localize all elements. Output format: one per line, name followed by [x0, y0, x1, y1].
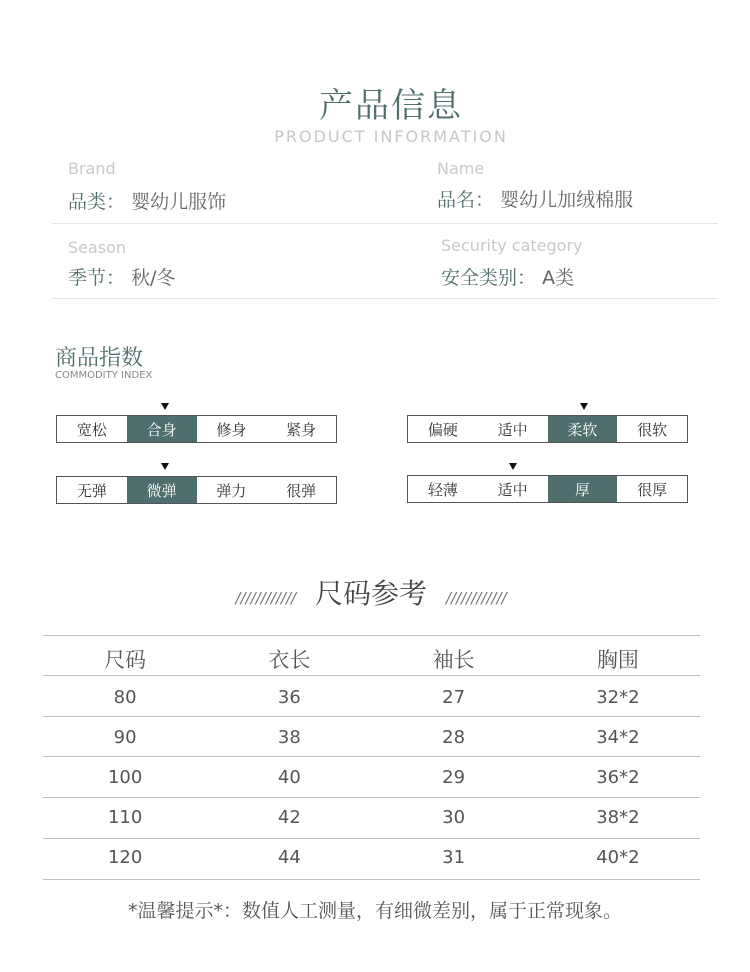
size-title: 尺码参考 — [314, 577, 427, 610]
security-key: 安全类别： — [441, 267, 537, 289]
table-line — [43, 756, 700, 757]
header-size: 尺码 — [104, 648, 147, 672]
table-cell: 80 — [113, 687, 137, 708]
brand-key: 品类： — [68, 191, 126, 213]
season-value: 秋/冬 — [131, 267, 176, 289]
thickness-marker-icon — [509, 463, 517, 470]
table-cell: 100 — [107, 767, 143, 788]
name-en-label: Name — [437, 159, 485, 178]
index-subtitle: COMMODITY INDEX — [55, 370, 153, 381]
page-title: 产品信息 — [319, 86, 463, 126]
left-decoration: //////////// — [235, 589, 297, 607]
security-row — [441, 263, 574, 290]
softness-option: 很软 — [637, 420, 668, 439]
elasticity-option: 弹力 — [216, 481, 247, 500]
fit-option-selected: 合身 — [127, 416, 197, 442]
fit-option: 紧身 — [286, 420, 317, 439]
header-chest: 胸围 — [596, 648, 639, 672]
table-cell: 27 — [442, 687, 466, 708]
fit-scale — [56, 415, 337, 443]
table-line-top — [43, 635, 700, 636]
fit-option: 宽松 — [76, 420, 107, 439]
table-cell: 38*2 — [596, 807, 640, 828]
page-subtitle: PRODUCT INFORMATION — [274, 127, 508, 146]
table-cell: 38 — [277, 727, 301, 748]
table-row — [43, 727, 700, 748]
season-en-label: Season — [68, 238, 127, 257]
table-line — [43, 797, 700, 798]
measurement-note: *温馨提示*：数值人工测量，有细微差别，属于正常现象。 — [127, 900, 622, 922]
fit-option: 修身 — [216, 420, 247, 439]
thickness-scale — [407, 475, 688, 503]
table-cell: 32*2 — [596, 687, 640, 708]
brand-row — [68, 187, 226, 214]
table-cell: 120 — [107, 847, 143, 868]
elasticity-scale — [56, 476, 337, 504]
table-row — [43, 767, 700, 788]
softness-option-selected: 柔软 — [548, 416, 618, 442]
elasticity-option-selected: 微弹 — [127, 477, 197, 503]
thickness-option: 很厚 — [637, 480, 668, 499]
softness-option: 适中 — [497, 420, 528, 439]
elasticity-marker-icon — [161, 463, 169, 470]
softness-scale — [407, 415, 688, 443]
table-cell: 31 — [442, 847, 466, 868]
table-cell: 40*2 — [596, 847, 640, 868]
brand-en-label: Brand — [68, 159, 116, 178]
fit-marker-icon — [161, 403, 169, 410]
elasticity-option: 很弹 — [286, 481, 317, 500]
info-divider-1 — [52, 223, 718, 224]
thickness-option: 适中 — [497, 480, 528, 499]
header-sleeve: 袖长 — [432, 648, 475, 672]
table-line — [43, 716, 700, 717]
table-cell: 44 — [277, 847, 301, 868]
table-cell: 36 — [277, 687, 301, 708]
table-cell: 40 — [277, 767, 301, 788]
table-cell: 90 — [113, 727, 137, 748]
brand-value: 婴幼儿服饰 — [131, 191, 227, 213]
table-line-bottom — [43, 879, 700, 880]
table-cell: 28 — [442, 727, 466, 748]
name-key: 品名： — [437, 189, 495, 211]
security-value: A类 — [542, 267, 575, 289]
softness-option: 偏硬 — [427, 420, 458, 439]
table-cell: 30 — [442, 807, 466, 828]
size-title-row — [0, 572, 742, 612]
thickness-option: 轻薄 — [427, 480, 458, 499]
elasticity-option: 无弹 — [76, 481, 107, 500]
table-header — [43, 644, 700, 674]
table-cell: 36*2 — [596, 767, 640, 788]
table-row — [43, 807, 700, 828]
table-line — [43, 675, 700, 676]
table-line — [43, 838, 700, 839]
season-key: 季节： — [68, 267, 126, 289]
table-row — [43, 687, 700, 708]
softness-marker-icon — [580, 403, 588, 410]
security-en-label: Security category — [441, 236, 583, 255]
table-row — [43, 847, 700, 868]
table-cell: 110 — [107, 807, 143, 828]
table-cell: 34*2 — [596, 727, 640, 748]
table-cell: 29 — [442, 767, 466, 788]
index-title: 商品指数 — [55, 346, 144, 371]
thickness-option-selected: 厚 — [548, 476, 618, 502]
name-value: 婴幼儿加绒棉服 — [500, 189, 634, 211]
info-divider-2 — [52, 298, 718, 299]
table-cell: 42 — [277, 807, 301, 828]
season-row — [68, 263, 175, 290]
name-row — [437, 185, 633, 212]
right-decoration: //////////// — [445, 589, 507, 607]
header-length: 衣长 — [268, 648, 311, 672]
